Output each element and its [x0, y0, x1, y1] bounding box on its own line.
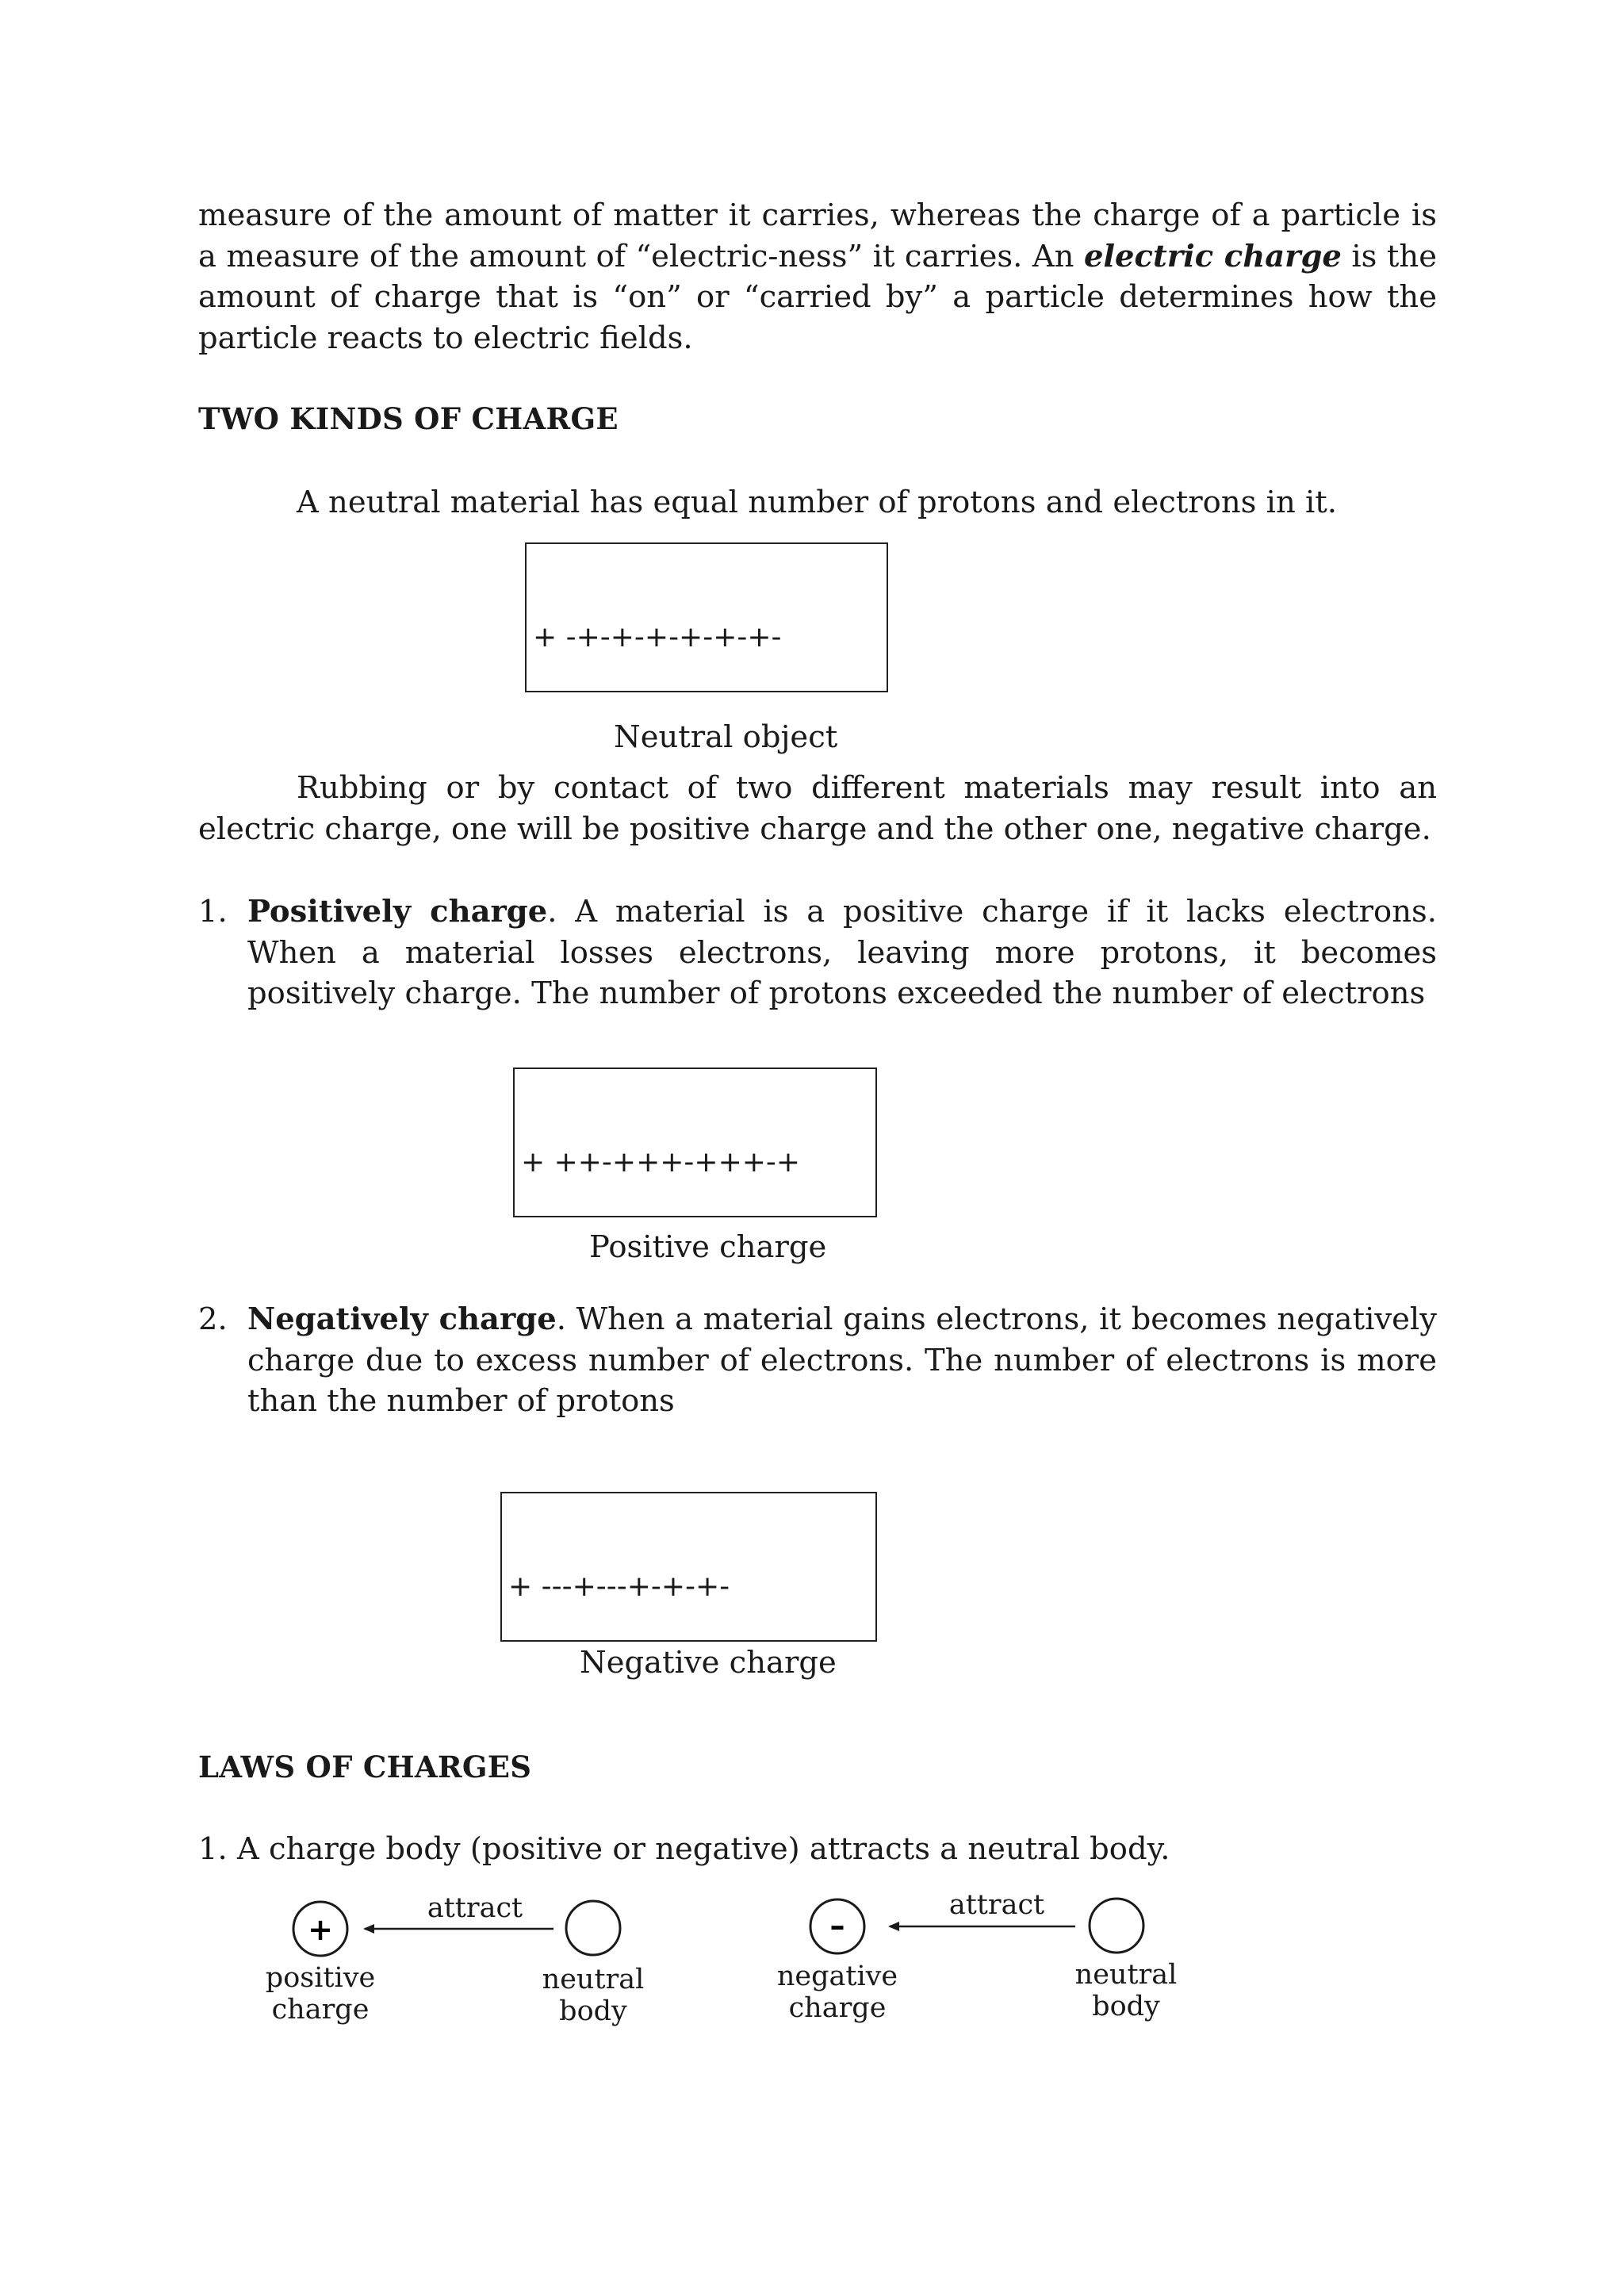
neutral-object-caption: Neutral object: [614, 719, 838, 755]
positive-charge-label-line2: charge: [271, 1994, 370, 2026]
electric-charge-term: electric charge: [1083, 238, 1342, 274]
rubbing-paragraph: Rubbing or by contact of two different materials may result into an electric charge, one will be positive charge and the other one, negative charge.: [198, 770, 1437, 847]
plus-symbol: +: [308, 1912, 333, 1947]
neutral-body-label-line1: neutral: [542, 1964, 645, 1995]
negative-charge-label-line2: charge: [788, 1992, 887, 2024]
neutral-body-label-line2: body: [559, 1995, 627, 2027]
neutral-body-circle-right: [1090, 1899, 1143, 1953]
charge-row: + ++-+++-+++-+: [521, 1146, 801, 1179]
section-heading-laws-of-charges: LAWS OF CHARGES: [198, 1750, 532, 1784]
attract-label-left: attract: [427, 1892, 523, 1924]
negative-charge-label-line1: negative: [776, 1961, 898, 1992]
negative-charge-caption: Negative charge: [580, 1645, 837, 1681]
intro-text-before: measure of the amount of matter it carries, whereas the charge of a particle is a measure of the amount of “electric-ness” it carries. An: [198, 197, 1437, 274]
negatively-charge-text: . When a material gains electrons, it becomes negatively charge due to excess number of electrons. The number of electrons is more than the number of protons: [247, 1301, 1437, 1419]
attract-label-right: attract: [948, 1889, 1045, 1921]
neutral-body-label-right: [1063, 1959, 1189, 2022]
neutral-body-label-line1: neutral: [1074, 1959, 1178, 1991]
section-heading-two-kinds: TWO KINDS OF CHARGE: [198, 401, 619, 436]
positively-charge-term: Positively charge: [247, 894, 548, 930]
minus-symbol: –: [829, 1908, 845, 1943]
neutral-body-label-line2: body: [1092, 1991, 1160, 2022]
positive-charge-caption: Positive charge: [589, 1229, 827, 1265]
negative-charge-label: [774, 1961, 901, 2024]
intro-text-after: is the amount of charge that is “on” or “carried by” a particle determines how the particle reacts to electric fields.: [198, 238, 1437, 356]
charge-row: + -+-+-+-+-+-+-: [533, 621, 782, 654]
positively-charge-text: . A material is a positive charge if it lacks electrons. When a material losses electrons, leaving more protons, it becomes positively charge. The number of protons exceeded the number of electrons: [247, 894, 1438, 1011]
law-1-text: 1. A charge body (positive or negative) attracts a neutral body.: [198, 1831, 1170, 1867]
neutral-sentence: A neutral material has equal number of protons and electrons in it.: [297, 485, 1338, 520]
list-number: 2.: [198, 1301, 228, 1337]
positive-charge-label-line1: positive: [265, 1962, 376, 1994]
charge-row: + ---+---+-+-+-: [508, 1570, 730, 1603]
list-number: 1.: [198, 894, 228, 930]
positive-charge-label: [257, 1962, 384, 2026]
neutral-body-label-left: [530, 1964, 657, 2027]
negatively-charge-term: Negatively charge: [247, 1301, 557, 1337]
neutral-body-circle-left: [566, 1901, 620, 1955]
